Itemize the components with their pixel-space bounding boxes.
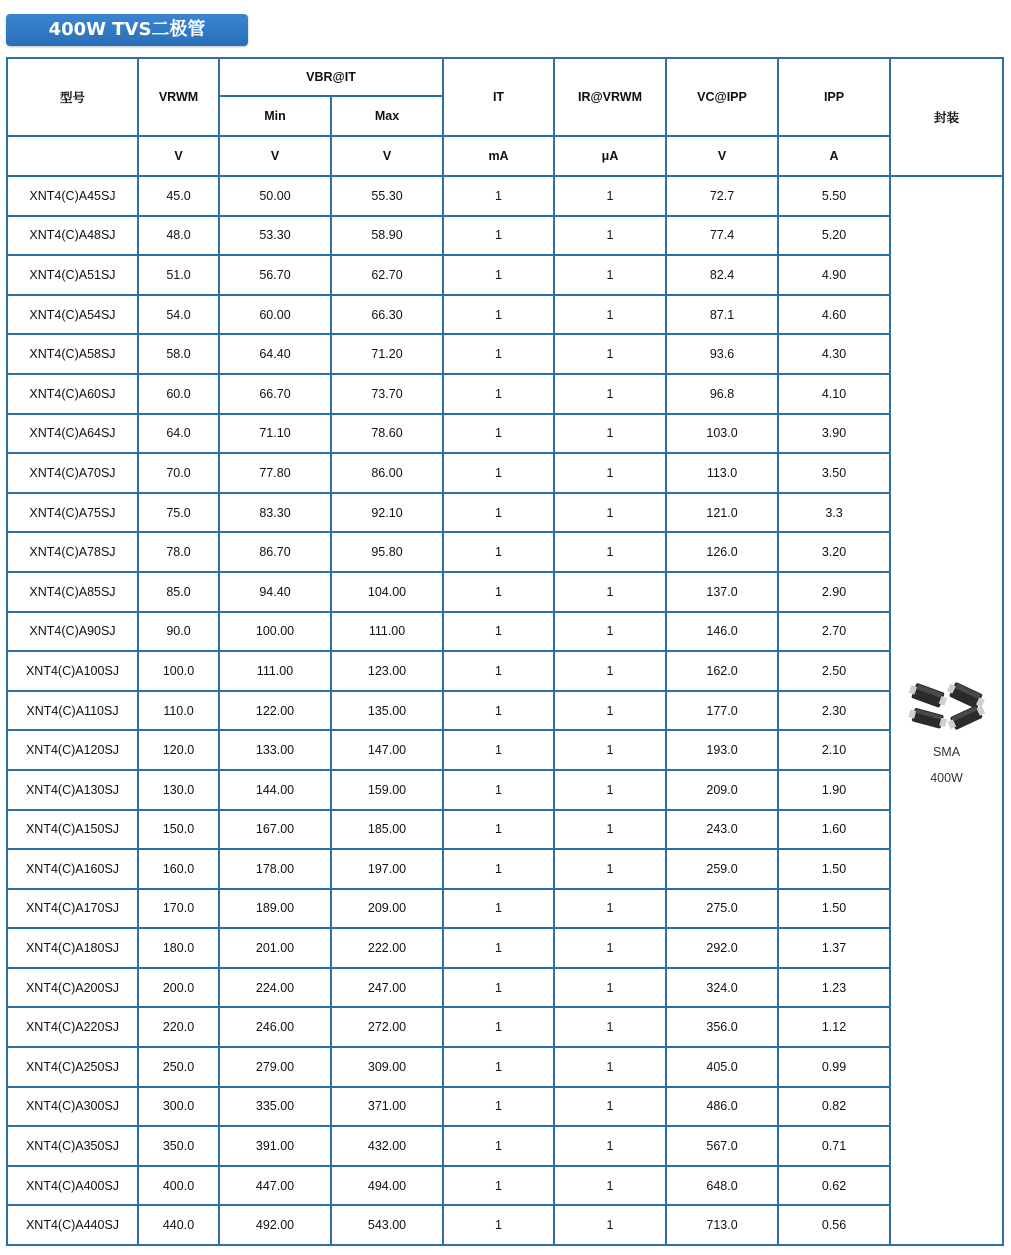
page-title: 400W TVS二极管	[6, 14, 248, 46]
cell-it: 1	[443, 770, 554, 810]
cell-ipp: 3.20	[778, 532, 890, 572]
cell-it: 1	[443, 691, 554, 731]
header-package: 封装	[890, 58, 1003, 176]
cell-min: 94.40	[219, 572, 331, 612]
cell-model: XNT4(C)A120SJ	[7, 730, 138, 770]
cell-ipp: 5.50	[778, 176, 890, 216]
cell-vrwm: 200.0	[138, 968, 219, 1008]
cell-vrwm: 85.0	[138, 572, 219, 612]
table-row	[7, 849, 1003, 889]
header-vrwm: VRWM	[138, 58, 219, 136]
cell-ipp: 2.70	[778, 612, 890, 652]
table-row	[7, 572, 1003, 612]
cell-ipp: 0.56	[778, 1205, 890, 1245]
cell-min: 64.40	[219, 334, 331, 374]
cell-max: 309.00	[331, 1047, 443, 1087]
cell-max: 247.00	[331, 968, 443, 1008]
cell-ir: 1	[554, 1047, 666, 1087]
cell-it: 1	[443, 572, 554, 612]
cell-it: 1	[443, 1205, 554, 1245]
cell-ipp: 0.71	[778, 1126, 890, 1166]
header-vbr: VBR@IT	[219, 58, 443, 96]
cell-vc: 121.0	[666, 493, 778, 533]
header-ir: IR@VRWM	[554, 58, 666, 136]
cell-ipp: 4.10	[778, 374, 890, 414]
cell-max: 185.00	[331, 810, 443, 850]
cell-model: XNT4(C)A60SJ	[7, 374, 138, 414]
cell-it: 1	[443, 1126, 554, 1166]
cell-ipp: 1.50	[778, 889, 890, 929]
cell-ipp: 3.3	[778, 493, 890, 533]
table-row	[7, 453, 1003, 493]
table-row	[7, 810, 1003, 850]
table-row	[7, 334, 1003, 374]
cell-it: 1	[443, 968, 554, 1008]
cell-min: 122.00	[219, 691, 331, 731]
cell-max: 371.00	[331, 1087, 443, 1127]
cell-model: XNT4(C)A220SJ	[7, 1007, 138, 1047]
table-row	[7, 1087, 1003, 1127]
cell-model: XNT4(C)A48SJ	[7, 216, 138, 256]
cell-min: 189.00	[219, 889, 331, 929]
cell-min: 144.00	[219, 770, 331, 810]
table-row	[7, 1205, 1003, 1245]
cell-ipp: 4.90	[778, 255, 890, 295]
cell-model: XNT4(C)A400SJ	[7, 1166, 138, 1206]
cell-max: 135.00	[331, 691, 443, 731]
unit-ipp: A	[778, 136, 890, 176]
cell-max: 55.30	[331, 176, 443, 216]
cell-min: 133.00	[219, 730, 331, 770]
cell-vc: 113.0	[666, 453, 778, 493]
cell-min: 71.10	[219, 414, 331, 454]
cell-max: 86.00	[331, 453, 443, 493]
cell-model: XNT4(C)A250SJ	[7, 1047, 138, 1087]
cell-model: XNT4(C)A440SJ	[7, 1205, 138, 1245]
cell-it: 1	[443, 849, 554, 889]
cell-ipp: 3.90	[778, 414, 890, 454]
cell-it: 1	[443, 453, 554, 493]
cell-ir: 1	[554, 414, 666, 454]
cell-vrwm: 250.0	[138, 1047, 219, 1087]
cell-it: 1	[443, 334, 554, 374]
cell-ipp: 3.50	[778, 453, 890, 493]
cell-vrwm: 45.0	[138, 176, 219, 216]
cell-min: 50.00	[219, 176, 331, 216]
cell-max: 95.80	[331, 532, 443, 572]
cell-ir: 1	[554, 691, 666, 731]
cell-model: XNT4(C)A85SJ	[7, 572, 138, 612]
cell-vc: 162.0	[666, 651, 778, 691]
cell-ipp: 5.20	[778, 216, 890, 256]
cell-max: 147.00	[331, 730, 443, 770]
cell-ir: 1	[554, 334, 666, 374]
cell-ir: 1	[554, 810, 666, 850]
cell-ipp: 4.60	[778, 295, 890, 335]
cell-it: 1	[443, 176, 554, 216]
cell-min: 83.30	[219, 493, 331, 533]
cell-min: 86.70	[219, 532, 331, 572]
cell-min: 335.00	[219, 1087, 331, 1127]
cell-vc: 292.0	[666, 928, 778, 968]
cell-min: 66.70	[219, 374, 331, 414]
table-row	[7, 968, 1003, 1008]
cell-it: 1	[443, 889, 554, 929]
cell-vc: 93.6	[666, 334, 778, 374]
table-row	[7, 493, 1003, 533]
table-row	[7, 770, 1003, 810]
table-row	[7, 1047, 1003, 1087]
cell-vc: 82.4	[666, 255, 778, 295]
cell-ipp: 1.60	[778, 810, 890, 850]
cell-vc: 486.0	[666, 1087, 778, 1127]
cell-ir: 1	[554, 176, 666, 216]
cell-vrwm: 440.0	[138, 1205, 219, 1245]
cell-max: 62.70	[331, 255, 443, 295]
cell-vc: 146.0	[666, 612, 778, 652]
cell-ipp: 2.90	[778, 572, 890, 612]
cell-ir: 1	[554, 255, 666, 295]
cell-max: 66.30	[331, 295, 443, 335]
cell-vc: 567.0	[666, 1126, 778, 1166]
cell-vrwm: 110.0	[138, 691, 219, 731]
cell-model: XNT4(C)A200SJ	[7, 968, 138, 1008]
cell-it: 1	[443, 532, 554, 572]
table-row	[7, 414, 1003, 454]
cell-vrwm: 160.0	[138, 849, 219, 889]
cell-vrwm: 75.0	[138, 493, 219, 533]
cell-vrwm: 48.0	[138, 216, 219, 256]
cell-vrwm: 170.0	[138, 889, 219, 929]
cell-max: 58.90	[331, 216, 443, 256]
unit-model	[7, 136, 138, 176]
header-model: 型号	[7, 58, 138, 136]
cell-vc: 209.0	[666, 770, 778, 810]
cell-it: 1	[443, 1087, 554, 1127]
unit-max: V	[331, 136, 443, 176]
cell-min: 178.00	[219, 849, 331, 889]
cell-vc: 405.0	[666, 1047, 778, 1087]
cell-model: XNT4(C)A130SJ	[7, 770, 138, 810]
cell-ir: 1	[554, 493, 666, 533]
cell-vrwm: 78.0	[138, 532, 219, 572]
cell-vrwm: 64.0	[138, 414, 219, 454]
cell-min: 60.00	[219, 295, 331, 335]
cell-vrwm: 130.0	[138, 770, 219, 810]
cell-ipp: 1.50	[778, 849, 890, 889]
cell-max: 111.00	[331, 612, 443, 652]
table-row	[7, 176, 1003, 216]
cell-vc: 77.4	[666, 216, 778, 256]
table-row	[7, 730, 1003, 770]
cell-it: 1	[443, 928, 554, 968]
cell-ir: 1	[554, 295, 666, 335]
cell-min: 492.00	[219, 1205, 331, 1245]
cell-vrwm: 51.0	[138, 255, 219, 295]
cell-ir: 1	[554, 730, 666, 770]
cell-ir: 1	[554, 1126, 666, 1166]
cell-max: 432.00	[331, 1126, 443, 1166]
cell-ir: 1	[554, 374, 666, 414]
unit-ir: μA	[554, 136, 666, 176]
cell-vrwm: 220.0	[138, 1007, 219, 1047]
cell-max: 209.00	[331, 889, 443, 929]
cell-ipp: 1.37	[778, 928, 890, 968]
cell-max: 159.00	[331, 770, 443, 810]
cell-max: 197.00	[331, 849, 443, 889]
package-cell	[890, 176, 1003, 1245]
cell-max: 78.60	[331, 414, 443, 454]
cell-min: 53.30	[219, 216, 331, 256]
cell-vrwm: 150.0	[138, 810, 219, 850]
header-it: IT	[443, 58, 554, 136]
cell-ipp: 0.99	[778, 1047, 890, 1087]
cell-ir: 1	[554, 849, 666, 889]
cell-min: 201.00	[219, 928, 331, 968]
cell-max: 543.00	[331, 1205, 443, 1245]
cell-it: 1	[443, 255, 554, 295]
cell-model: XNT4(C)A75SJ	[7, 493, 138, 533]
cell-model: XNT4(C)A350SJ	[7, 1126, 138, 1166]
cell-it: 1	[443, 651, 554, 691]
cell-vc: 72.7	[666, 176, 778, 216]
cell-min: 246.00	[219, 1007, 331, 1047]
cell-vrwm: 100.0	[138, 651, 219, 691]
cell-model: XNT4(C)A300SJ	[7, 1087, 138, 1127]
cell-vc: 259.0	[666, 849, 778, 889]
package-name: SMA	[932, 744, 961, 759]
cell-model: XNT4(C)A45SJ	[7, 176, 138, 216]
cell-max: 73.70	[331, 374, 443, 414]
cell-it: 1	[443, 493, 554, 533]
cell-min: 224.00	[219, 968, 331, 1008]
package-power: 400W	[930, 770, 963, 785]
cell-ir: 1	[554, 1166, 666, 1206]
cell-ir: 1	[554, 1205, 666, 1245]
cell-it: 1	[443, 295, 554, 335]
cell-ir: 1	[554, 612, 666, 652]
table-row	[7, 1126, 1003, 1166]
cell-vrwm: 90.0	[138, 612, 219, 652]
cell-model: XNT4(C)A58SJ	[7, 334, 138, 374]
cell-model: XNT4(C)A70SJ	[7, 453, 138, 493]
cell-min: 279.00	[219, 1047, 331, 1087]
cell-model: XNT4(C)A78SJ	[7, 532, 138, 572]
cell-it: 1	[443, 414, 554, 454]
cell-ipp: 4.30	[778, 334, 890, 374]
table-row	[7, 374, 1003, 414]
cell-vrwm: 58.0	[138, 334, 219, 374]
cell-vc: 356.0	[666, 1007, 778, 1047]
table-row	[7, 216, 1003, 256]
cell-ir: 1	[554, 1087, 666, 1127]
cell-ir: 1	[554, 968, 666, 1008]
cell-vc: 137.0	[666, 572, 778, 612]
cell-it: 1	[443, 1047, 554, 1087]
cell-ir: 1	[554, 651, 666, 691]
cell-ir: 1	[554, 216, 666, 256]
cell-vc: 713.0	[666, 1205, 778, 1245]
cell-ipp: 1.23	[778, 968, 890, 1008]
cell-vrwm: 300.0	[138, 1087, 219, 1127]
unit-it: mA	[443, 136, 554, 176]
cell-max: 272.00	[331, 1007, 443, 1047]
cell-max: 71.20	[331, 334, 443, 374]
cell-model: XNT4(C)A64SJ	[7, 414, 138, 454]
cell-vc: 103.0	[666, 414, 778, 454]
cell-it: 1	[443, 730, 554, 770]
cell-max: 123.00	[331, 651, 443, 691]
cell-vrwm: 120.0	[138, 730, 219, 770]
cell-max: 222.00	[331, 928, 443, 968]
cell-model: XNT4(C)A100SJ	[7, 651, 138, 691]
cell-min: 77.80	[219, 453, 331, 493]
unit-vc: V	[666, 136, 778, 176]
table-row	[7, 612, 1003, 652]
cell-vc: 324.0	[666, 968, 778, 1008]
table-row	[7, 651, 1003, 691]
cell-vc: 177.0	[666, 691, 778, 731]
cell-it: 1	[443, 612, 554, 652]
cell-it: 1	[443, 1166, 554, 1206]
cell-it: 1	[443, 1007, 554, 1047]
cell-ipp: 1.12	[778, 1007, 890, 1047]
header-ipp: IPP	[778, 58, 890, 136]
cell-model: XNT4(C)A150SJ	[7, 810, 138, 850]
cell-ir: 1	[554, 572, 666, 612]
cell-max: 92.10	[331, 493, 443, 533]
cell-ir: 1	[554, 532, 666, 572]
cell-ir: 1	[554, 453, 666, 493]
cell-vc: 275.0	[666, 889, 778, 929]
cell-min: 56.70	[219, 255, 331, 295]
cell-ipp: 2.30	[778, 691, 890, 731]
table-row	[7, 1166, 1003, 1206]
cell-model: XNT4(C)A51SJ	[7, 255, 138, 295]
cell-vc: 87.1	[666, 295, 778, 335]
cell-ir: 1	[554, 889, 666, 929]
cell-ipp: 2.10	[778, 730, 890, 770]
cell-max: 494.00	[331, 1166, 443, 1206]
table-body	[7, 176, 1003, 1245]
cell-vc: 126.0	[666, 532, 778, 572]
cell-vc: 193.0	[666, 730, 778, 770]
cell-min: 447.00	[219, 1166, 331, 1206]
cell-vrwm: 350.0	[138, 1126, 219, 1166]
table-row	[7, 1007, 1003, 1047]
table-row	[7, 691, 1003, 731]
cell-it: 1	[443, 374, 554, 414]
header-min: Min	[219, 96, 331, 136]
cell-ir: 1	[554, 770, 666, 810]
table-row	[7, 295, 1003, 335]
cell-model: XNT4(C)A170SJ	[7, 889, 138, 929]
spec-table	[6, 57, 1004, 1246]
table-row	[7, 928, 1003, 968]
table-row	[7, 255, 1003, 295]
cell-vrwm: 54.0	[138, 295, 219, 335]
table-row	[7, 889, 1003, 929]
unit-vrwm: V	[138, 136, 219, 176]
cell-min: 100.00	[219, 612, 331, 652]
cell-min: 167.00	[219, 810, 331, 850]
cell-it: 1	[443, 216, 554, 256]
cell-min: 391.00	[219, 1126, 331, 1166]
cell-ipp: 0.82	[778, 1087, 890, 1127]
header-vc: VC@IPP	[666, 58, 778, 136]
cell-vrwm: 400.0	[138, 1166, 219, 1206]
cell-ir: 1	[554, 1007, 666, 1047]
cell-model: XNT4(C)A160SJ	[7, 849, 138, 889]
cell-model: XNT4(C)A90SJ	[7, 612, 138, 652]
cell-model: XNT4(C)A110SJ	[7, 691, 138, 731]
cell-ipp: 2.50	[778, 651, 890, 691]
cell-ipp: 0.62	[778, 1166, 890, 1206]
cell-model: XNT4(C)A180SJ	[7, 928, 138, 968]
cell-vc: 243.0	[666, 810, 778, 850]
cell-vrwm: 70.0	[138, 453, 219, 493]
sma-package-icon	[907, 677, 987, 733]
cell-model: XNT4(C)A54SJ	[7, 295, 138, 335]
cell-vc: 648.0	[666, 1166, 778, 1206]
cell-min: 111.00	[219, 651, 331, 691]
cell-it: 1	[443, 810, 554, 850]
cell-vc: 96.8	[666, 374, 778, 414]
table-row	[7, 532, 1003, 572]
cell-ir: 1	[554, 928, 666, 968]
cell-ipp: 1.90	[778, 770, 890, 810]
unit-min: V	[219, 136, 331, 176]
cell-max: 104.00	[331, 572, 443, 612]
cell-vrwm: 60.0	[138, 374, 219, 414]
cell-vrwm: 180.0	[138, 928, 219, 968]
header-max: Max	[331, 96, 443, 136]
